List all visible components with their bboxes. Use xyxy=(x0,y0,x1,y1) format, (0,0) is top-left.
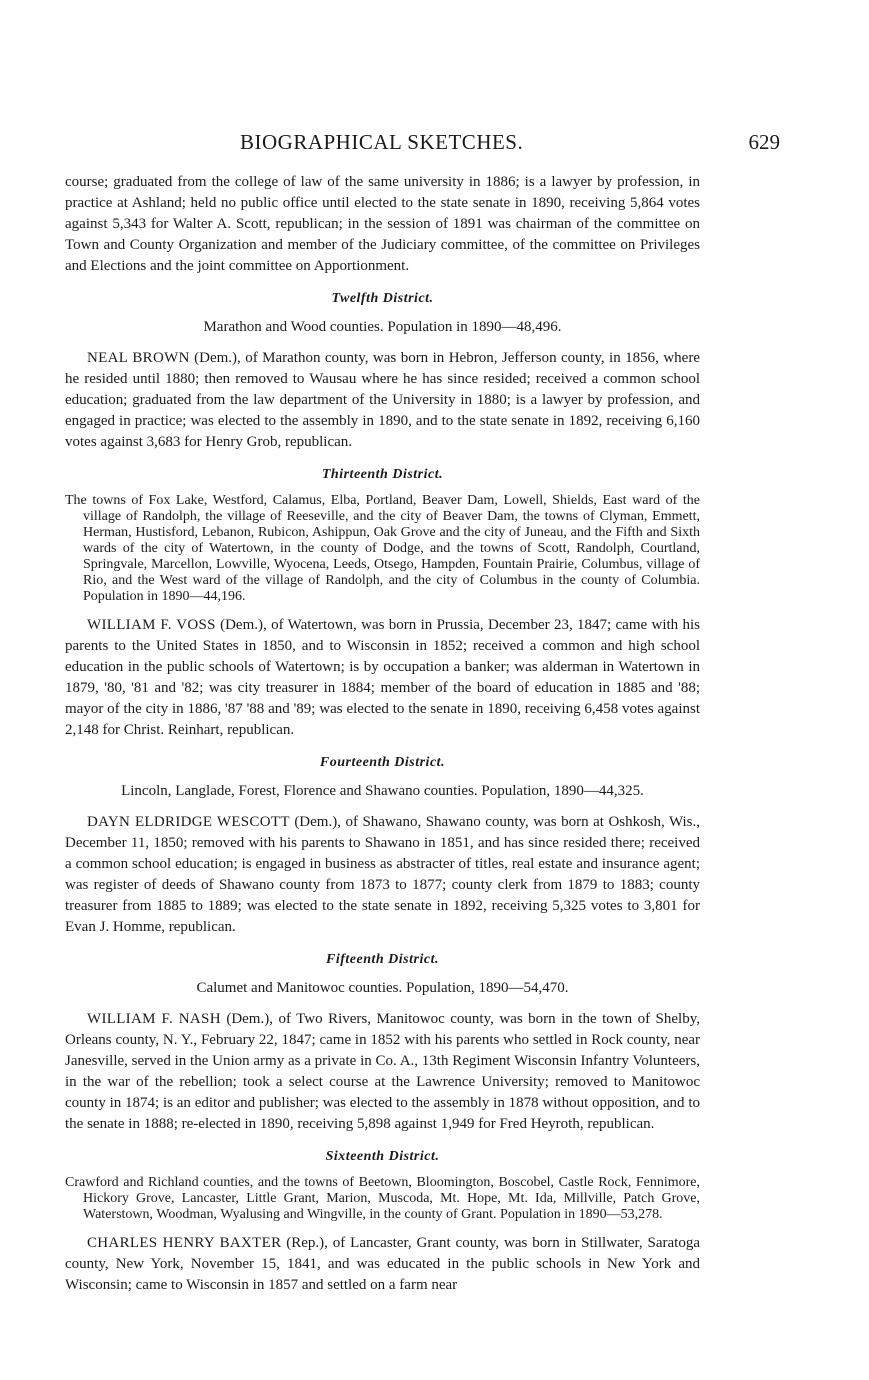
continuation-paragraph: course; graduated from the college of law of the same university in 1886; is a lawyer by profession, in practice at Ashland; held no public office until elected to the state senate in 1890, receiving 5,864 votes against 5,343 for Walter A. Scott, republican; in the session of 1891 was chairman of the committee on Town and County Organization and member of the Judiciary committee, of the committee on Privileges and Elections and the joint committee on Apportionment. xyxy=(65,174,700,274)
running-head xyxy=(60,130,780,160)
biography-paragraph xyxy=(65,348,700,453)
district-section-twelfth xyxy=(65,291,700,453)
senator-name: WILLIAM F. VOSS xyxy=(87,617,216,633)
district-description: The towns of Fox Lake, Westford, Calamus, Elba, Portland, Beaver Dam, Lowell, Shields, East ward of the village of Randolph, the village of Reeseville, and the city of Beaver Dam, the towns of Clyman, Emmett, Herman, Hustisford, Lebanon, Rubicon, Ashippun, Oak Grove and the city of Juneau, and the Fifth and Sixth wards of the city of Watertown, in the county of Dodge, and the towns of Scott, Randolph, Courtland, Springvale, Marcellon, Lowville, Wyocena, Leeds, Otsego, Hampden, Fountain Prairie, Columbus, village of Rio, and the West ward of the village of Randolph, and the city of Columbus in the county of Columbia. Population in 1890—44,196. xyxy=(65,493,700,604)
biography-paragraph xyxy=(65,615,700,741)
district-section-fourteenth xyxy=(65,755,700,938)
district-section-thirteenth xyxy=(65,467,700,741)
senator-name: NEAL BROWN xyxy=(87,350,190,366)
biography-paragraph xyxy=(65,1233,700,1296)
senator-name: DAYN ELDRIDGE WESCOTT xyxy=(87,814,290,830)
biography-text: (Rep.), of Lancaster, Grant county, was born in Stillwater, Saratoga county, New York, November 15, 1841, and was educated in the public schools in New York and Wisconsin; came to Wisconsin in 1857 and settled on a farm near xyxy=(65,1235,700,1293)
district-description: Crawford and Richland counties, and the towns of Beetown, Bloomington, Boscobel, Castle Rock, Fennimore, Hickory Grove, Lancaster, Little Grant, Marion, Muscoda, Mt. Hope, Mt. Ida, Millville, Patch Grove, Waterstown, Woodman, Wyalusing and Wingville, in the county of Grant. Population in 1890—53,278. xyxy=(65,1175,700,1222)
biography-paragraph xyxy=(65,812,700,938)
biography-text: (Dem.), of Shawano, Shawano county, was born at Oshkosh, Wis., December 11, 1850; removed with his parents to Shawano in 1851, and has since resided there; received a common school education; is engaged in business as abstracter of titles, real estate and insurance agent; was register of deeds of Shawano county from 1873 to 1877; county clerk from 1879 to 1883; county treasurer from 1885 to 1889; was elected to the state senate in 1892, receiving 5,325 votes to 3,801 for Evan J. Homme, republican. xyxy=(65,814,701,935)
district-heading: Twelfth District. xyxy=(331,291,434,306)
running-title: BIOGRAPHICAL SKETCHES. xyxy=(240,130,524,154)
district-heading: Sixteenth District. xyxy=(325,1149,440,1164)
biography-text: (Dem.), of Marathon county, was born in Hebron, Jefferson county, in 1856, where he resided until 1880; then removed to Wausau where he has since resided; received a common school education; graduated from the law department of the University in 1880; is a lawyer by profession, and engaged in practice; was elected to the assembly in 1890, and to the state senate in 1892, receiving 6,160 votes against 3,683 for Henry Grob, republican. xyxy=(65,350,700,450)
biography-text: (Dem.), of Two Rivers, Manitowoc county, was born in the town of Shelby, Orleans county, N. Y., February 22, 1847; came in 1852 with his parents who settled in Rock county, near Janesville, served in the Union army as a private in Co. A., 13th Regiment Wisconsin Infantry Volunteers, in the war of the rebellion; took a select course at the Lawrence University; removed to Manitowoc county in 1874; is an editor and publisher; was elected to the assembly in 1878 without opposition, and to the senate in 1888; re-elected in 1890, receiving 5,898 against 1,949 for Fred Heyroth, republican. xyxy=(65,1011,700,1132)
district-description: Calumet and Manitowoc counties. Population, 1890—54,470. xyxy=(196,980,569,996)
district-heading: Fifteenth District. xyxy=(326,952,439,967)
page-number: 629 xyxy=(748,130,780,154)
district-heading: Thirteenth District. xyxy=(321,467,444,482)
district-heading: Fourteenth District. xyxy=(319,755,446,770)
district-description: Marathon and Wood counties. Population in 1890—48,496. xyxy=(203,319,562,335)
biography-text: (Dem.), of Watertown, was born in Prussia, December 23, 1847; came with his parents to the United States in 1850, and to Wisconsin in 1852; received a common and high school education in the public schools of Watertown; is by occupation a banker; was alderman in Watertown in 1879, '80, '81 and '82; was city treasurer in 1884; member of the board of education in 1885 and '88; mayor of the city in 1886, '87 '88 and '89; was elected to the senate in 1890, receiving 6,458 votes against 2,148 for Christ. Reinhart, republican. xyxy=(65,617,700,738)
district-section-sixteenth xyxy=(65,1149,700,1296)
senator-name: CHARLES HENRY BAXTER xyxy=(87,1235,282,1251)
biography-paragraph xyxy=(65,1009,700,1135)
page-body xyxy=(65,172,700,1308)
district-section-fifteenth xyxy=(65,952,700,1135)
district-description: Lincoln, Langlade, Forest, Florence and Shawano counties. Population, 1890—44,325. xyxy=(121,783,644,799)
senator-name: WILLIAM F. NASH xyxy=(87,1011,221,1027)
